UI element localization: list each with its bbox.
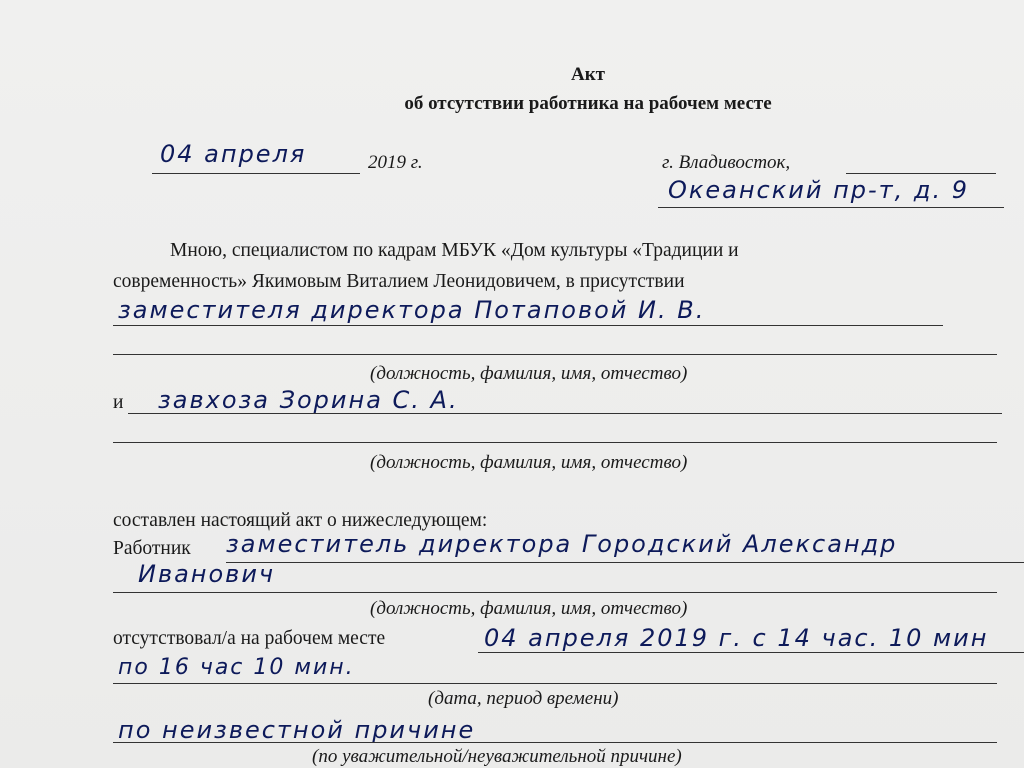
reason-handwritten: по неизвестной причине xyxy=(118,716,476,744)
witness2-line2 xyxy=(113,442,997,443)
witness1-handwritten: заместителя директора Потаповой И. В. xyxy=(118,296,706,324)
absent-line xyxy=(478,652,1024,653)
employee-line xyxy=(226,562,1024,563)
address-line xyxy=(658,207,1004,208)
caption-position-3: (должность, фамилия, имя, отчество) xyxy=(370,598,688,619)
absent-line2 xyxy=(113,683,997,684)
employee-handwritten-1: заместитель директора Городский Александр xyxy=(226,530,898,558)
witness1-line2 xyxy=(113,354,997,355)
caption-reason: (по уважительной/неуважительной причине) xyxy=(312,746,682,767)
date-year: 2019 г. xyxy=(368,152,423,173)
employee-handwritten-2: Иванович xyxy=(138,560,276,588)
date-line xyxy=(152,173,360,174)
city-line xyxy=(846,173,996,174)
conj-and: и xyxy=(113,392,124,413)
absent-handwritten-1: 04 апреля 2019 г. с 14 час. 10 мин xyxy=(484,624,989,652)
witness1-line xyxy=(113,325,943,326)
para1-line2: современность» Якимовым Виталием Леонидовичем, в присутствии xyxy=(113,271,685,292)
doc-title: Акт xyxy=(570,64,605,85)
caption-position-2: (должность, фамилия, имя, отчество) xyxy=(370,452,688,473)
employee-label: Работник xyxy=(113,538,191,559)
address-handwritten: Океанский пр-т, д. 9 xyxy=(668,176,970,204)
witness2-line xyxy=(128,413,1002,414)
reason-line xyxy=(113,742,997,743)
caption-date-period: (дата, период времени) xyxy=(428,688,619,709)
caption-position-1: (должность, фамилия, имя, отчество) xyxy=(370,363,688,384)
date-handwritten: 04 апреля xyxy=(160,140,307,168)
employee-line2 xyxy=(113,592,997,593)
doc-subtitle: об отсутствии работника на рабочем месте xyxy=(404,93,772,114)
city-label: г. Владивосток, xyxy=(662,152,791,173)
intro-text: составлен настоящий акт о нижеследующем: xyxy=(113,510,488,531)
absent-label: отсутствовал/а на рабочем месте xyxy=(113,628,386,649)
witness2-handwritten: завхоза Зорина С. А. xyxy=(158,386,459,414)
para1-line1: Мною, специалистом по кадрам МБУК «Дом культуры «Традиции и xyxy=(170,240,739,261)
absent-handwritten-2: по 16 час 10 мин. xyxy=(118,655,355,680)
